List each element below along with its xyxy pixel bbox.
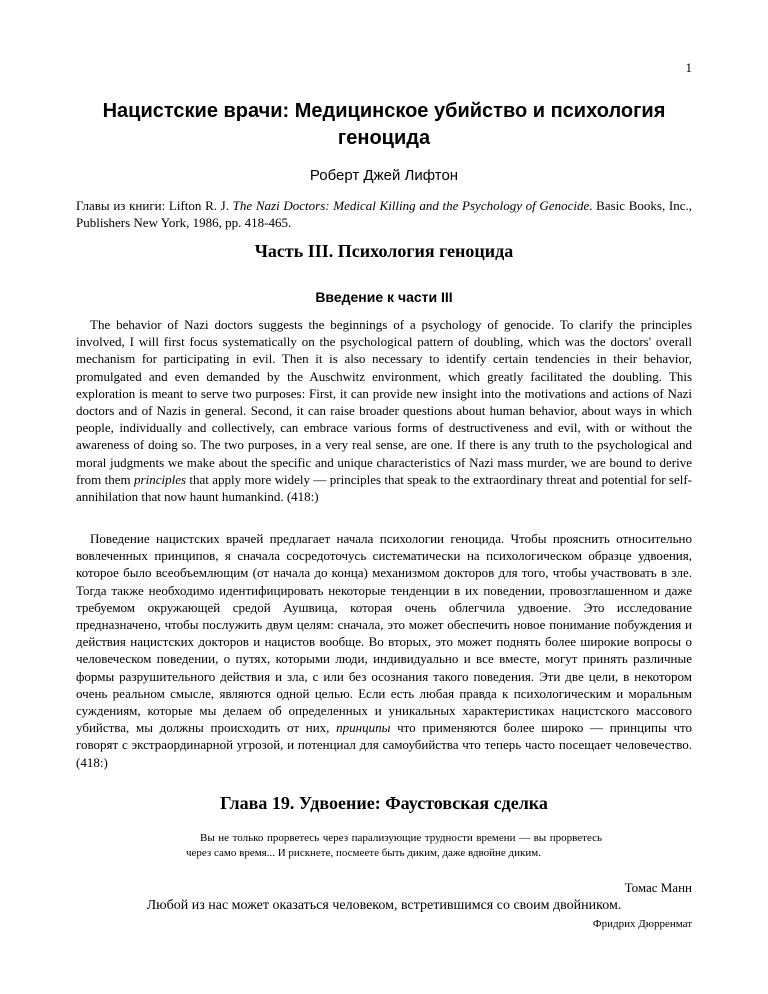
epigraph-mann: Вы не только прорветесь через парализующие трудности времени — вы прорветесь через само время... И рискнете, посмеете быть диким, даже вдвойне диким. bbox=[186, 832, 602, 859]
part-title: Часть III. Психология геноцида bbox=[254, 241, 514, 261]
source-prefix: Главы из книги: Lifton R. J. bbox=[76, 198, 233, 213]
intro-paragraph-english bbox=[76, 316, 692, 505]
source-suffix: . Basic Books, Inc., Publishers New York, 1986, pp. 418-465. bbox=[76, 198, 692, 230]
paragraph-text: Поведение нацистских врачей предлагает начала психологии геноцида. Чтобы прояснить относительно вовлеченных принципов, я сначала сосредоточусь систематически на психологическом образце удвоения, которое было всеобъемлющим (от начала до конца) механизмом докторов для того, чтобы участвовать в зле. Тогда также необходимо идентифицировать некоторые тенденции в их поведении, провозглашенном и даже требуемом окружающей средой Аушвица, которая очень облегчила удвоение. Это исследование предназначено, чтобы послужить двум целям: сначала, это может обеспечить новое понимание побуждения и действия нацистских докторов и нацистов вообще. Во вторых, это может поднять более широкие вопросы о человеческом поведении, о путях, которыми люди, индивидуально и все вместе, могут принять различные формы разрушительного действия и зла, с или без осознания такого поведения. Эти две цели, в некотором очень реальном смысле, являются одной целью. Если есть любая правда к психологическим и моральным суждениям, которые мы делаем об определенных и уникальных характеристиках нацистского массового убийства, мы должны происходить от них, bbox=[76, 531, 692, 736]
chapter-title: Глава 19. Удвоение: Фаустовская сделка bbox=[220, 793, 548, 813]
document-title: Нацистские врачи: Медицинское убийство и психология геноцида bbox=[102, 100, 666, 149]
page-number: 1 bbox=[685, 60, 692, 75]
paragraph-text: that apply more widely — principles that speak to the extraordinary threat and potential for self-annihilation that now haunt humankind. (418:) bbox=[76, 471, 693, 505]
paragraph-text: The behavior of Nazi doctors suggests the beginnings of a psychology of genocide. To clarify the principles involved, I will first focus systematically on the psychological pattern of doubling, which was the doctors' overall mechanism for participating in evil. Then it is also necessary to identify certain tendencies in their behavior, promulgated and even demanded by the Auschwitz environment, which greatly facilitated the doubling. This exploration is meant to serve two purposes: First, it can provide new insight into the motivations and actions of Nazi doctors and of Nazis in general. Second, it can raise broader questions about human behavior, about ways in which people, individually and collectively, can embrace various forms of destructiveness and evil, with or without the awareness of doing so. The two purposes, in a very real sense, are one. If there is any truth to the psychological and moral judgments we make about the specific and unique characteristics of Nazi mass murder, we are bound to derive from them bbox=[76, 317, 692, 487]
epigraph-durrenmatt: Любой из нас может оказаться человеком, встретившимся со своим двойником. bbox=[146, 898, 622, 913]
author-name: Роберт Джей Лифтон bbox=[309, 167, 459, 184]
epigraph-durrenmatt-attribution: Фридрих Дюрренмат bbox=[592, 918, 692, 930]
paragraph-emphasis: принципы bbox=[336, 720, 391, 736]
epigraph-mann-attribution: Томас Манн bbox=[624, 880, 692, 895]
source-book-title: The Nazi Doctors: Medical Killing and the Psychology of Genocide bbox=[232, 198, 590, 213]
intro-heading: Введение к части III bbox=[315, 289, 453, 305]
paragraph-text: что применяются более широко — принципы что говорят с экстраординарной угрозой, и потенциал для самоубийства что теперь часто посещает человечество. (418:) bbox=[76, 720, 692, 770]
intro-paragraph-russian bbox=[76, 530, 692, 771]
paragraph-emphasis: principles bbox=[134, 471, 187, 487]
source-citation bbox=[76, 197, 692, 231]
